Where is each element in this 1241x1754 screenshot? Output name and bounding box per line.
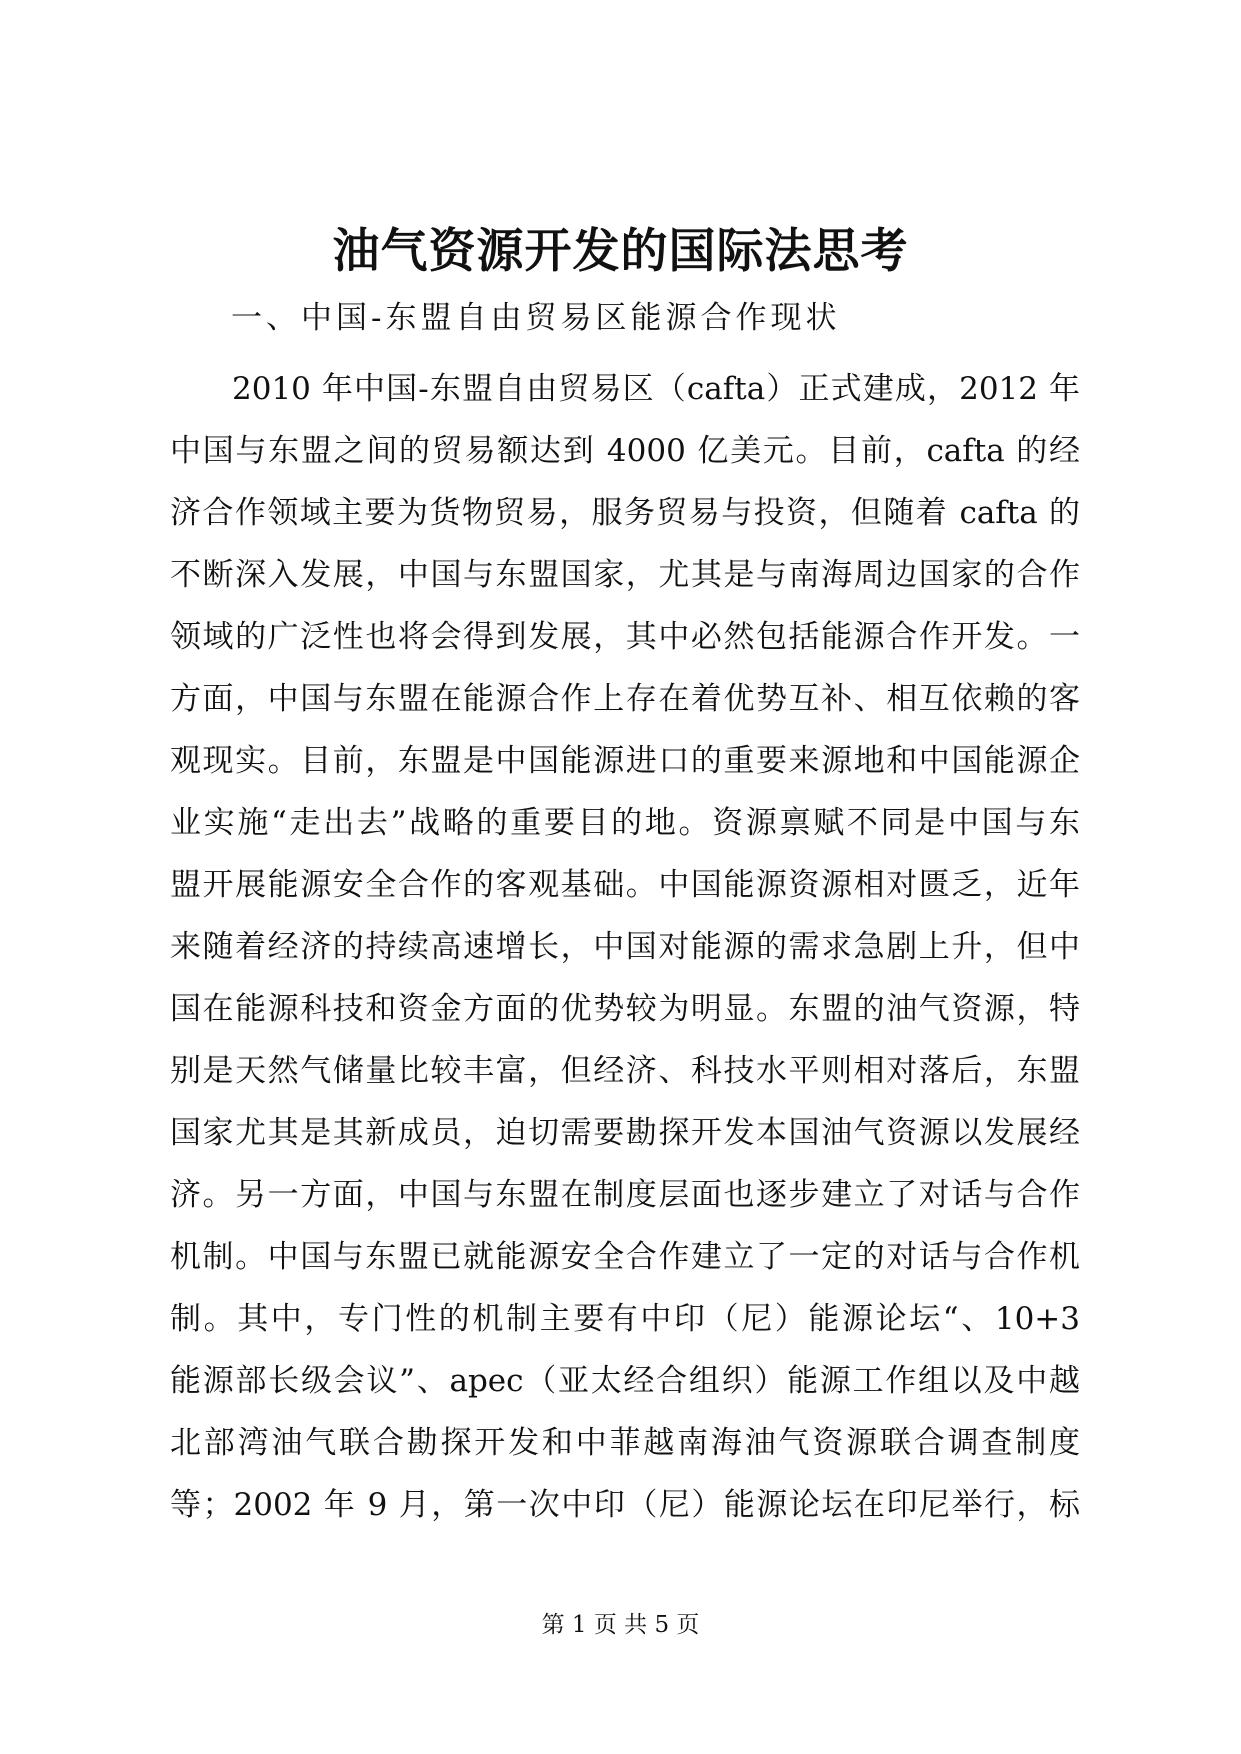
paragraph-line: 制。其中，专门性的机制主要有中印（尼）能源论坛“、10+3 <box>170 1301 1080 1337</box>
paragraph-line: 业实施“走出去”战略的重要目的地。资源禀赋不同是中国与东 <box>170 805 1080 841</box>
paragraph-line: 机制。中国与东盟已就能源安全合作建立了一定的对话与合作机 <box>170 1239 1080 1275</box>
body-paragraph <box>170 358 1080 1536</box>
paragraph-line: 国在能源科技和资金方面的优势较为明显。东盟的油气资源，特 <box>170 991 1080 1027</box>
paragraph-line: 北部湾油气联合勘探开发和中菲越南海油气资源联合调查制度 <box>170 1425 1080 1461</box>
paragraph-line: 济。另一方面，中国与东盟在制度层面也逐步建立了对话与合作 <box>170 1177 1080 1213</box>
paragraph-line: 不断深入发展，中国与东盟国家，尤其是与南海周边国家的合作 <box>170 557 1080 593</box>
paragraph-line: 济合作领域主要为货物贸易，服务贸易与投资，但随着 cafta 的 <box>170 495 1080 531</box>
paragraph-line: 国家尤其是其新成员，迫切需要勘探开发本国油气资源以发展经 <box>170 1115 1080 1151</box>
paragraph-line: 领域的广泛性也将会得到发展，其中必然包括能源合作开发。一 <box>170 619 1080 655</box>
paragraph-line: 中国与东盟之间的贸易额达到 4000 亿美元。目前，cafta 的经 <box>170 433 1080 469</box>
paragraph-line: 方面，中国与东盟在能源合作上存在着优势互补、相互依赖的客 <box>170 681 1080 717</box>
paragraph-line: 等；2002 年 9 月，第一次中印（尼）能源论坛在印尼举行，标 <box>170 1487 1080 1523</box>
section-heading: 一、中国-东盟自由贸易区能源合作现状 <box>231 300 841 336</box>
paragraph-line: 别是天然气储量比较丰富，但经济、科技水平则相对落后，东盟 <box>170 1053 1080 1089</box>
page-footer: 第 1 页 共 5 页 <box>541 1612 700 1638</box>
paragraph-line: 观现实。目前，东盟是中国能源进口的重要来源地和中国能源企 <box>170 743 1080 779</box>
paragraph-line: 2010 年中国-东盟自由贸易区（cafta）正式建成，2012 年 <box>232 371 1080 407</box>
paragraph-line: 盟开展能源安全合作的客观基础。中国能源资源相对匮乏，近年 <box>170 867 1080 903</box>
paragraph-line: 能源部长级会议”、apec（亚太经合组织）能源工作组以及中越 <box>170 1363 1080 1399</box>
document-title: 油气资源开发的国际法思考 <box>332 224 909 279</box>
paragraph-line: 来随着经济的持续高速增长，中国对能源的需求急剧上升，但中 <box>170 929 1080 965</box>
